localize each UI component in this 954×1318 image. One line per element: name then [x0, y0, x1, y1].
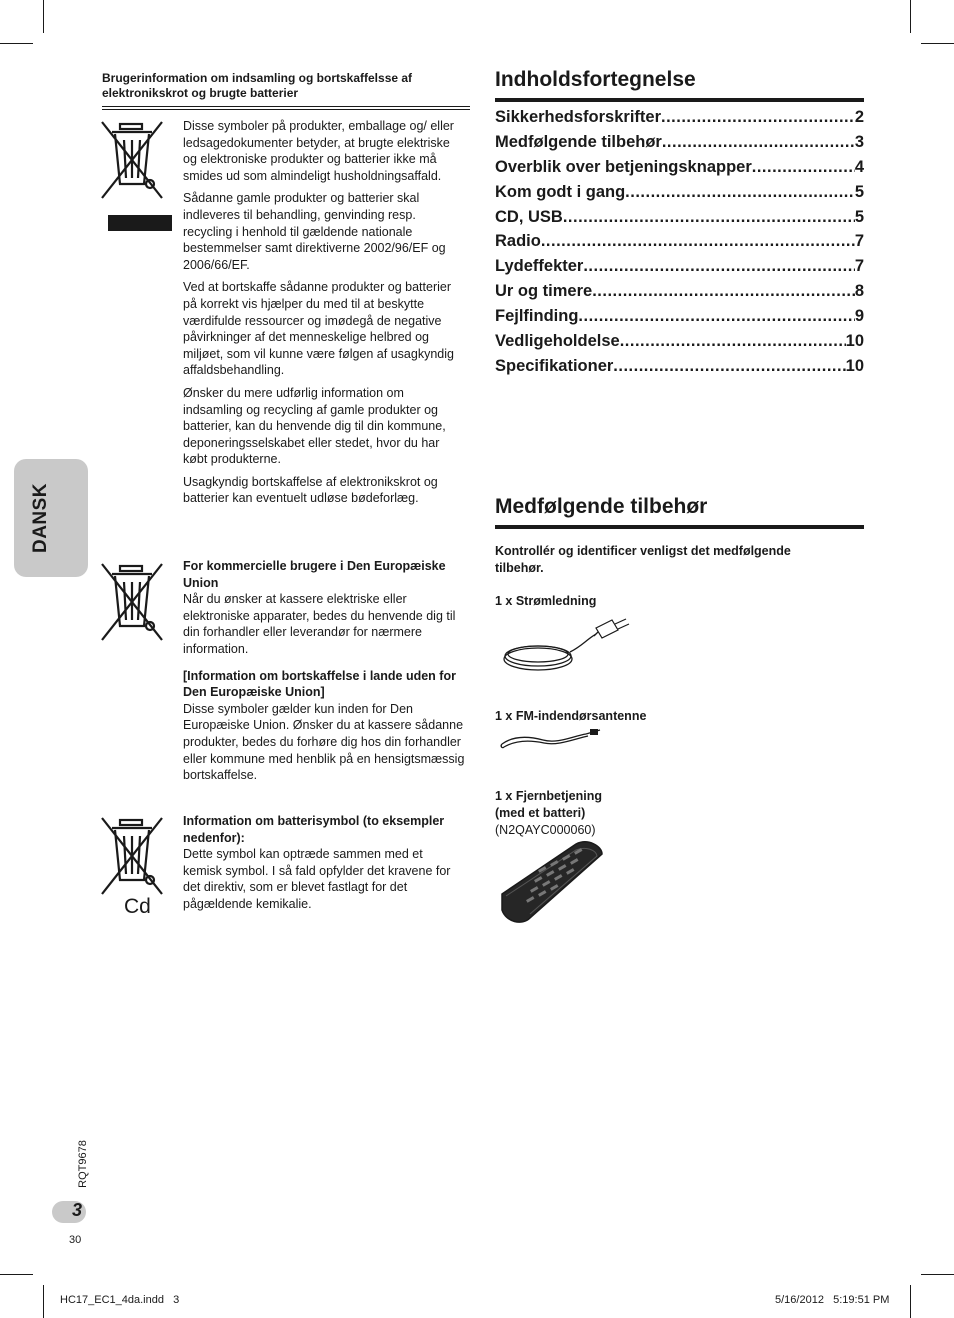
crop-mark — [43, 0, 44, 33]
accessory-fm-antenna-label: 1 x FM-indendørsantenne — [495, 709, 647, 723]
disposal-info-block — [183, 118, 465, 513]
toc-item-page: 10 — [845, 356, 864, 375]
paragraph: Når du ønsker at kassere elektriske eller elektroniske apparater, bedes du henvende dig til din forhandler eller leverandør for nærmere information. — [183, 592, 456, 656]
toc-item[interactable] — [495, 158, 864, 183]
accessory-remote-label: 1 x Fjernbetjening — [495, 789, 602, 803]
crop-mark — [921, 1274, 954, 1275]
subheading: [Information om bortskaffelse i lande uden for Den Europæiske Union] — [183, 668, 456, 700]
paragraph: Dette symbol kan optræde sammen med et kemisk symbol. I så fald opfylder det kravene for det direktiv, som er blevet fastlagt for det pågældende kemikalie. — [183, 847, 451, 911]
toc-item-page: 7 — [854, 257, 864, 276]
toc-item-label: Vedligeholdelse — [495, 332, 620, 351]
crossed-bin-icon — [100, 120, 164, 202]
toc-leader — [752, 158, 855, 177]
title-rule — [102, 106, 470, 107]
toc-title-rule — [495, 98, 864, 102]
accessory-remote-model: (N2QAYC000060) — [495, 823, 596, 837]
crop-mark — [0, 1274, 33, 1275]
accessories-title: Medfølgende tilbehør — [495, 495, 708, 518]
toc-item-page: 8 — [854, 282, 864, 301]
toc-leader — [661, 108, 855, 127]
fm-antenna-icon — [498, 724, 608, 756]
footer-timestamp: 5/16/2012 5:19:51 PM — [775, 1294, 890, 1306]
crop-mark — [0, 43, 33, 44]
bin-underline-bar — [108, 215, 172, 231]
crop-mark — [43, 1285, 44, 1318]
commercial-info-block — [183, 558, 465, 790]
title-rule — [102, 109, 470, 110]
paragraph: Sådanne gamle produkter og batterier skal indleveres til behandling, genvinding resp. recycling i henhold til gældende nationale bestemmelser samt direktiverne 2002/96/EF og 2006/66/EF. — [183, 191, 446, 272]
paragraph: Ved at bortskaffe sådanne produkter og batterier på korrekt vis hjælper du med til at beskytte værdifulde ressourcer og imødegå de negative påvirkninger af det menneskelige helbred og miljøet, som vil kunne være følgen af usagkyndig affaldsbehandling. — [183, 280, 454, 378]
accessory-remote-battery-note: (med et batteri) — [495, 806, 586, 820]
toc-item-label: Specifikationer — [495, 356, 614, 375]
toc-item-label: Fejlfinding — [495, 307, 579, 326]
toc-item-page: 5 — [854, 182, 864, 201]
toc-item[interactable] — [495, 108, 864, 133]
toc-item[interactable] — [495, 133, 864, 158]
language-tab-label: DANSK — [30, 482, 51, 554]
crop-mark — [921, 43, 954, 44]
toc-leader — [613, 357, 845, 376]
toc-item-page: 5 — [854, 207, 864, 226]
accessories-title-rule — [495, 525, 864, 529]
paragraph: Disse symboler gælder kun inden for Den Europæiske Union. Ønsker du at kassere sådanne produkter, bedes du forhøre dig hos din forhandler eller kommune med henblik på en hensigtsmæssig bortskaffelse. — [183, 701, 465, 783]
toc-leader — [662, 133, 855, 152]
toc-item-label: Radio — [495, 232, 541, 251]
crop-mark — [910, 1285, 911, 1318]
disposal-title: Brugerinformation om indsamling og bortskaffelsse af elektronikskrot og brugte batterier — [102, 71, 413, 100]
toc-item-page: 3 — [854, 132, 864, 151]
toc-item-label: Kom godt i gang — [495, 182, 626, 201]
toc-item[interactable] — [495, 183, 864, 208]
toc-item[interactable] — [495, 332, 864, 357]
toc-leader — [583, 257, 854, 276]
cd-chemical-label: Cd — [124, 895, 151, 918]
power-cord-icon — [500, 610, 635, 675]
toc-item[interactable] — [495, 357, 864, 382]
toc-leader — [578, 307, 854, 326]
toc-item-page: 4 — [854, 157, 864, 176]
paragraph: Ønsker du mere udførlig information om indsamling og recycling af gamle produkter og batterier, kan du henvende dig til din kommune, deponeringsselskabet eller stedet, hvor du har købt produkterne. — [183, 385, 446, 467]
page-badge-number: 3 — [72, 1200, 83, 1220]
toc-item[interactable] — [495, 307, 864, 332]
paragraph: Disse symboler på produkter, emballage og/ eller ledsagedokumenter betyder, at brugte elektriske og elektroniske produkter og batterier ikke må smides ud som almindeligt husholdningsaffald. — [183, 119, 454, 183]
toc-item[interactable] — [495, 257, 864, 282]
toc-leader — [563, 208, 855, 227]
battery-info-block — [183, 813, 465, 919]
toc-leader — [620, 332, 846, 351]
accessories-intro: Kontrollér og identificer venligst det medfølgende tilbehør. — [495, 544, 791, 575]
toc-item-label: Overblik over betjeningsknapper — [495, 157, 752, 176]
crossed-bin-icon — [100, 562, 164, 644]
toc-item-label: Medfølgende tilbehør — [495, 132, 662, 151]
toc-item-page: 9 — [854, 307, 864, 326]
remote-control-icon — [498, 838, 608, 926]
toc-title: Indholdsfortegnelse — [495, 68, 696, 91]
toc-item[interactable] — [495, 232, 864, 257]
toc-item-label: Sikkerhedsforskrifter — [495, 108, 661, 126]
page-number: 30 — [69, 1234, 82, 1246]
toc-item-page: 10 — [845, 332, 864, 351]
toc-item-page: 2 — [854, 108, 864, 126]
toc-item-label: Ur og timere — [495, 282, 593, 301]
toc-item[interactable] — [495, 208, 864, 233]
toc-leader — [625, 183, 855, 202]
toc-leader — [541, 232, 855, 251]
toc-item-page: 7 — [854, 232, 864, 251]
toc-item-label: Lydeffekter — [495, 257, 584, 276]
subheading: For kommercielle brugere i Den Europæiske Union — [183, 559, 446, 590]
subheading: Information om batterisymbol (to eksempler nedenfor): — [183, 814, 445, 845]
table-of-contents — [495, 108, 864, 382]
footer-filename: HC17_EC1_4da.indd 3 — [60, 1294, 180, 1306]
toc-item[interactable] — [495, 282, 864, 307]
toc-leader — [592, 282, 855, 301]
accessory-power-cord-label: 1 x Strømledning — [495, 594, 597, 608]
crossed-bin-icon — [100, 816, 164, 898]
toc-item-label: CD, USB — [495, 207, 563, 226]
model-code: RQT9678 — [77, 1140, 89, 1188]
paragraph: Usagkyndig bortskaffelse af elektronikskrot og batterier kan eventuelt udløse bødeforlæg. — [183, 474, 438, 506]
crop-mark — [910, 0, 911, 33]
